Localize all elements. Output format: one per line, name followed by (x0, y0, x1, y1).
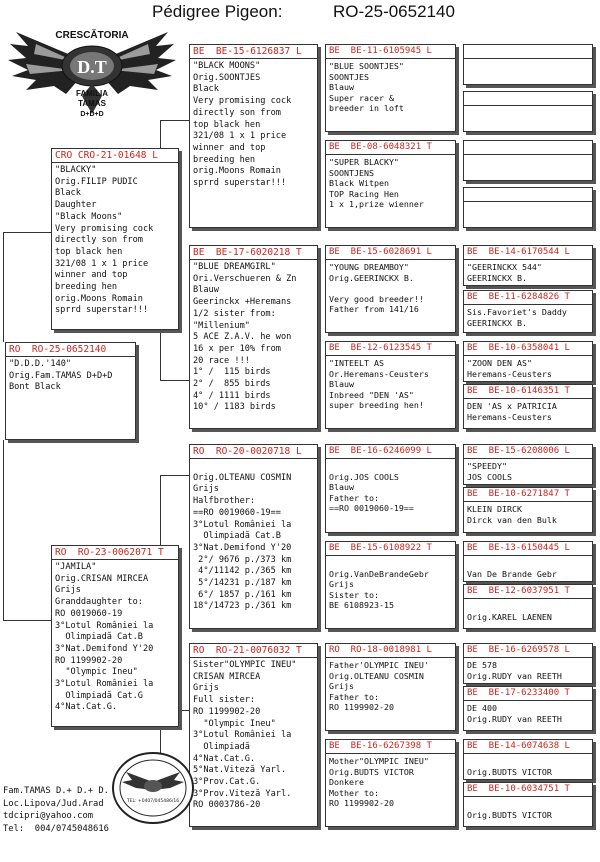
breeder-contact: Fam.TAMAS D.+ D.+ D. Loc.Lipova/Jud.Arad tdcipri@yahoo.com Tel: 004/0745048616 (3, 786, 109, 834)
bird-card-g5-15 (463, 739, 593, 780)
bird-card-g5-11 (463, 541, 593, 582)
ring-number: BE BE-14-6170544 L (467, 247, 570, 257)
bird-card-sds (325, 245, 456, 333)
bird-details: "BLUE DREAMGIRL" Ori.Verschueren & Zn Blauw Geerinckx +Heremans 1/2 sister from: "Millenium" 5 ACE Z.A.V. he won 16 x per 10% from 20 race !!! 1° / 115 birds 2° / 855 birds 4° / 1111 birds 10° / 1183 birds (193, 262, 297, 413)
bird-card-g5-3 (463, 140, 593, 181)
ring-number (464, 141, 592, 154)
bird-card-g5-14 (463, 686, 593, 731)
connector-line (3, 440, 4, 620)
logo-text-3: FAMILIA (76, 89, 108, 98)
ring-number: BE BE-16-6267398 T (329, 741, 432, 751)
bird-details: Sis.Favoriet's Daddy GEERINCKX B. (467, 307, 567, 328)
bird-details: "SUPER BLACKY" SOONTJENS Black Witpen TOP Racing Hen 1 x 1,prize wienner (329, 157, 424, 210)
ring-number: BE BE-14-6074638 L (467, 741, 570, 751)
bird-details: Father'OLYMPIC INEU' Orig.OLTEANU COSMIN Grijs Father to: RO 1199902-20 (329, 660, 429, 713)
ring-number: BE BE-10-6034751 T (467, 784, 570, 794)
logo-text-1: CRESCĂTORIA (55, 30, 129, 41)
bird-card-subject (5, 342, 136, 440)
connector-line (160, 120, 190, 121)
bird-details: Orig.VanDeBrandeGebr Grijs Sister to: BE 6108923-15 (329, 568, 429, 611)
ring-number: BE BE-17-6233400 T (467, 688, 570, 698)
connector-line (160, 475, 190, 476)
bird-details: "BLUE SOONTJES" SOONTJES Blauw Super racer & breeder in loft (329, 61, 404, 114)
bird-card-dsd (325, 541, 456, 629)
bird-card-g5-4 (463, 187, 593, 228)
bird-card-ddd (325, 739, 456, 827)
ring-number: BE BE-15-6126837 L (193, 46, 302, 57)
ring-number: BE BE-12-6123545 T (329, 343, 432, 353)
bird-details: "JAMILA" Orig.CRISAN MIRCEA Grijs Granddaughter to: RO 0019060-19 3°Lotul României la Olimpiadă Cat.B 3°Nat.Demifond Y'20 RO 1199902-20 "Olympic Ineu" 3°Lotul României la Olimpiadă Cat.G 4°Nat.Cat.G. (55, 562, 154, 713)
ring-number: BE BE-15-6108922 T (329, 543, 432, 553)
ring-number: BE BE-08-6048321 T (329, 142, 432, 152)
bird-details: Orig.JOS COOLS Blauw Father to: ==RO 0019060-19== (329, 471, 414, 514)
ring-number: BE BE-17-6020218 T (193, 247, 302, 258)
bird-details: Orig.BUDTS VICTOR (467, 809, 552, 820)
connector-line (160, 330, 161, 380)
ring-number (464, 92, 592, 105)
ring-number: BE BE-10-6271847 T (467, 489, 570, 499)
bird-details: "BLACK MOONS" Orig.SOONTJES Black Very promising cock directly son from top black hen 321/08 1 x 1 price winner and top breeding hen orig.Moons Romain sprrd superstar!!! (193, 61, 292, 189)
bird-card-dss (325, 444, 456, 533)
bird-card-g5-13 (463, 643, 593, 684)
bird-card-g5-10 (463, 487, 593, 533)
bird-details: DEN 'AS x PATRICIA Heremans-Ceusters (467, 401, 557, 422)
bird-card-g5-2 (463, 91, 593, 132)
ring-number: CRO CRO-21-01648 L (55, 150, 158, 161)
connector-line (3, 232, 4, 342)
connector-line (3, 232, 53, 233)
connector-line (3, 620, 53, 621)
ring-number: BE BE-15-6208006 L (467, 446, 570, 456)
ring-number: BE BE-10-6358041 L (467, 343, 570, 353)
ring-number: BE BE-10-6146351 T (467, 386, 570, 396)
bird-card-sire-dam (189, 245, 318, 429)
bird-card-sire-sire (189, 44, 318, 228)
loft-logo (6, 24, 178, 120)
ring-number (464, 188, 592, 201)
bird-card-sire (51, 148, 179, 330)
ring-number: RO RO-18-0018981 L (329, 645, 432, 655)
ring-number: RO RO-25-0652140 (9, 344, 107, 355)
bird-details: Van De Brande Gebr (467, 568, 557, 579)
ring-number: RO RO-20-0020718 L (193, 446, 302, 457)
loft-stamp (110, 750, 196, 826)
bird-details: KLEIN DIRCK Dirck van den Bulk (467, 504, 557, 525)
bird-details: "ZOON DEN AS" Heremans-Ceusters (467, 358, 552, 379)
bird-card-sss (325, 44, 456, 132)
bird-details: "SPEEDY" JOS COOLS (467, 461, 512, 482)
ring-number (464, 45, 592, 58)
bird-card-dds (325, 643, 456, 731)
bird-details: Orig.BUDTS VICTOR (467, 766, 552, 777)
bird-details (464, 202, 592, 204)
connector-line (160, 380, 190, 381)
bird-card-g5-6 (463, 290, 593, 333)
stamp-text: TEL: +0407/045486/16 (126, 799, 180, 804)
bird-card-g5-7 (463, 341, 593, 382)
bird-details: DE 578 Orig.RUDY van REETH (467, 660, 562, 681)
bird-details (464, 59, 592, 61)
bird-card-sdd (325, 341, 456, 429)
ring-number: BE BE-12-6037951 T (467, 586, 570, 596)
ring-number: BE BE-16-6246099 L (329, 446, 432, 456)
bird-details: "D.D.D.'140" Orig.Fam.TAMAS D+D+D Bont Black (9, 359, 113, 393)
bird-card-g5-5 (463, 245, 593, 286)
bird-details: "GEERINCKX 544" GEERINCKX B. (467, 262, 542, 283)
bird-card-dam (51, 545, 179, 727)
subject-ring-number: RO-25-0652140 (333, 2, 455, 21)
bird-card-ssd (325, 140, 456, 228)
ring-number: BE BE-16-6269578 L (467, 645, 570, 655)
ring-number: RO RO-23-0062071 T (55, 547, 164, 558)
logo-text-4: TAMAS (78, 99, 106, 108)
ring-number: RO RO-21-0076032 T (193, 645, 302, 656)
bird-details: Orig.KAREL LAENEN (467, 611, 552, 622)
bird-details: Orig.OLTEANU COSMIN Grijs Halfbrother: ==RO 0019060-19== 3°Lotul României la Olimpiadă Cat.B 3°Nat.Demifond Y'20 2°/ 9676 p./373 km 4°/11142 p./365 km 5°/14231 p./187 km 6°/ 1857 p./161 km 18°/14723 p./361 km (193, 472, 292, 612)
ring-number: BE BE-13-6150445 L (467, 543, 570, 553)
bird-card-g5-9 (463, 444, 593, 485)
logo-text-2: D.T (77, 57, 107, 77)
bird-details (464, 106, 592, 108)
connector-line (160, 475, 161, 545)
bird-card-g5-16 (463, 782, 593, 827)
ring-number: BE BE-11-6284826 T (467, 292, 570, 302)
bird-card-g5-12 (463, 584, 593, 629)
bird-card-g5-8 (463, 384, 593, 429)
bird-details (464, 155, 592, 157)
bird-card-dam-sire (189, 444, 318, 629)
bird-details: "INTEELT AS Or.Heremans-Ceusters Blauw Inbreed "DEN 'AS" super breeding hen! (329, 358, 429, 411)
bird-details: "BLACKY" Orig.FILIP PUDIC Black Daughter "Black Moons" Very promising cock directly son from top black hen 321/08 1 x 1 price winner and top breeding hen orig.Moons Romain sprrd superstar!!! (55, 165, 154, 316)
bird-card-g5-1 (463, 44, 593, 85)
ring-number: BE BE-15-6028691 L (329, 247, 432, 257)
ring-number: BE BE-11-6105945 L (329, 46, 432, 56)
bird-card-dam-dam (189, 643, 318, 827)
bird-details: Mother"OLYMPIC INEU" Orig.BUDTS VICTOR Donkere Mother to: RO 1199902-20 (329, 756, 429, 809)
page-title: Pédigree Pigeon: (152, 2, 283, 21)
logo-text-5: D+D+D (80, 111, 104, 118)
bird-details: Sister"OLYMPIC INEU" CRISAN MIRCEA Grijs Full sister: RO 1199902-20 "Olympic Ineu" 3°Lotul României la Olimpiadă 4°Nat.Cat.G. 5°Nat.Viteză Yarl. 3°Prov.Cat.G. 3°Prov.Viteză Yarl. RO 0003786-20 (193, 660, 297, 811)
connector-line (160, 120, 161, 148)
bird-details: DE 400 Orig.RUDY van REETH (467, 703, 562, 724)
bird-details: "YOUNG DREAMBOY" Orig.GEERINCKX B. Very good breeder!! Father from 141/16 (329, 262, 424, 315)
